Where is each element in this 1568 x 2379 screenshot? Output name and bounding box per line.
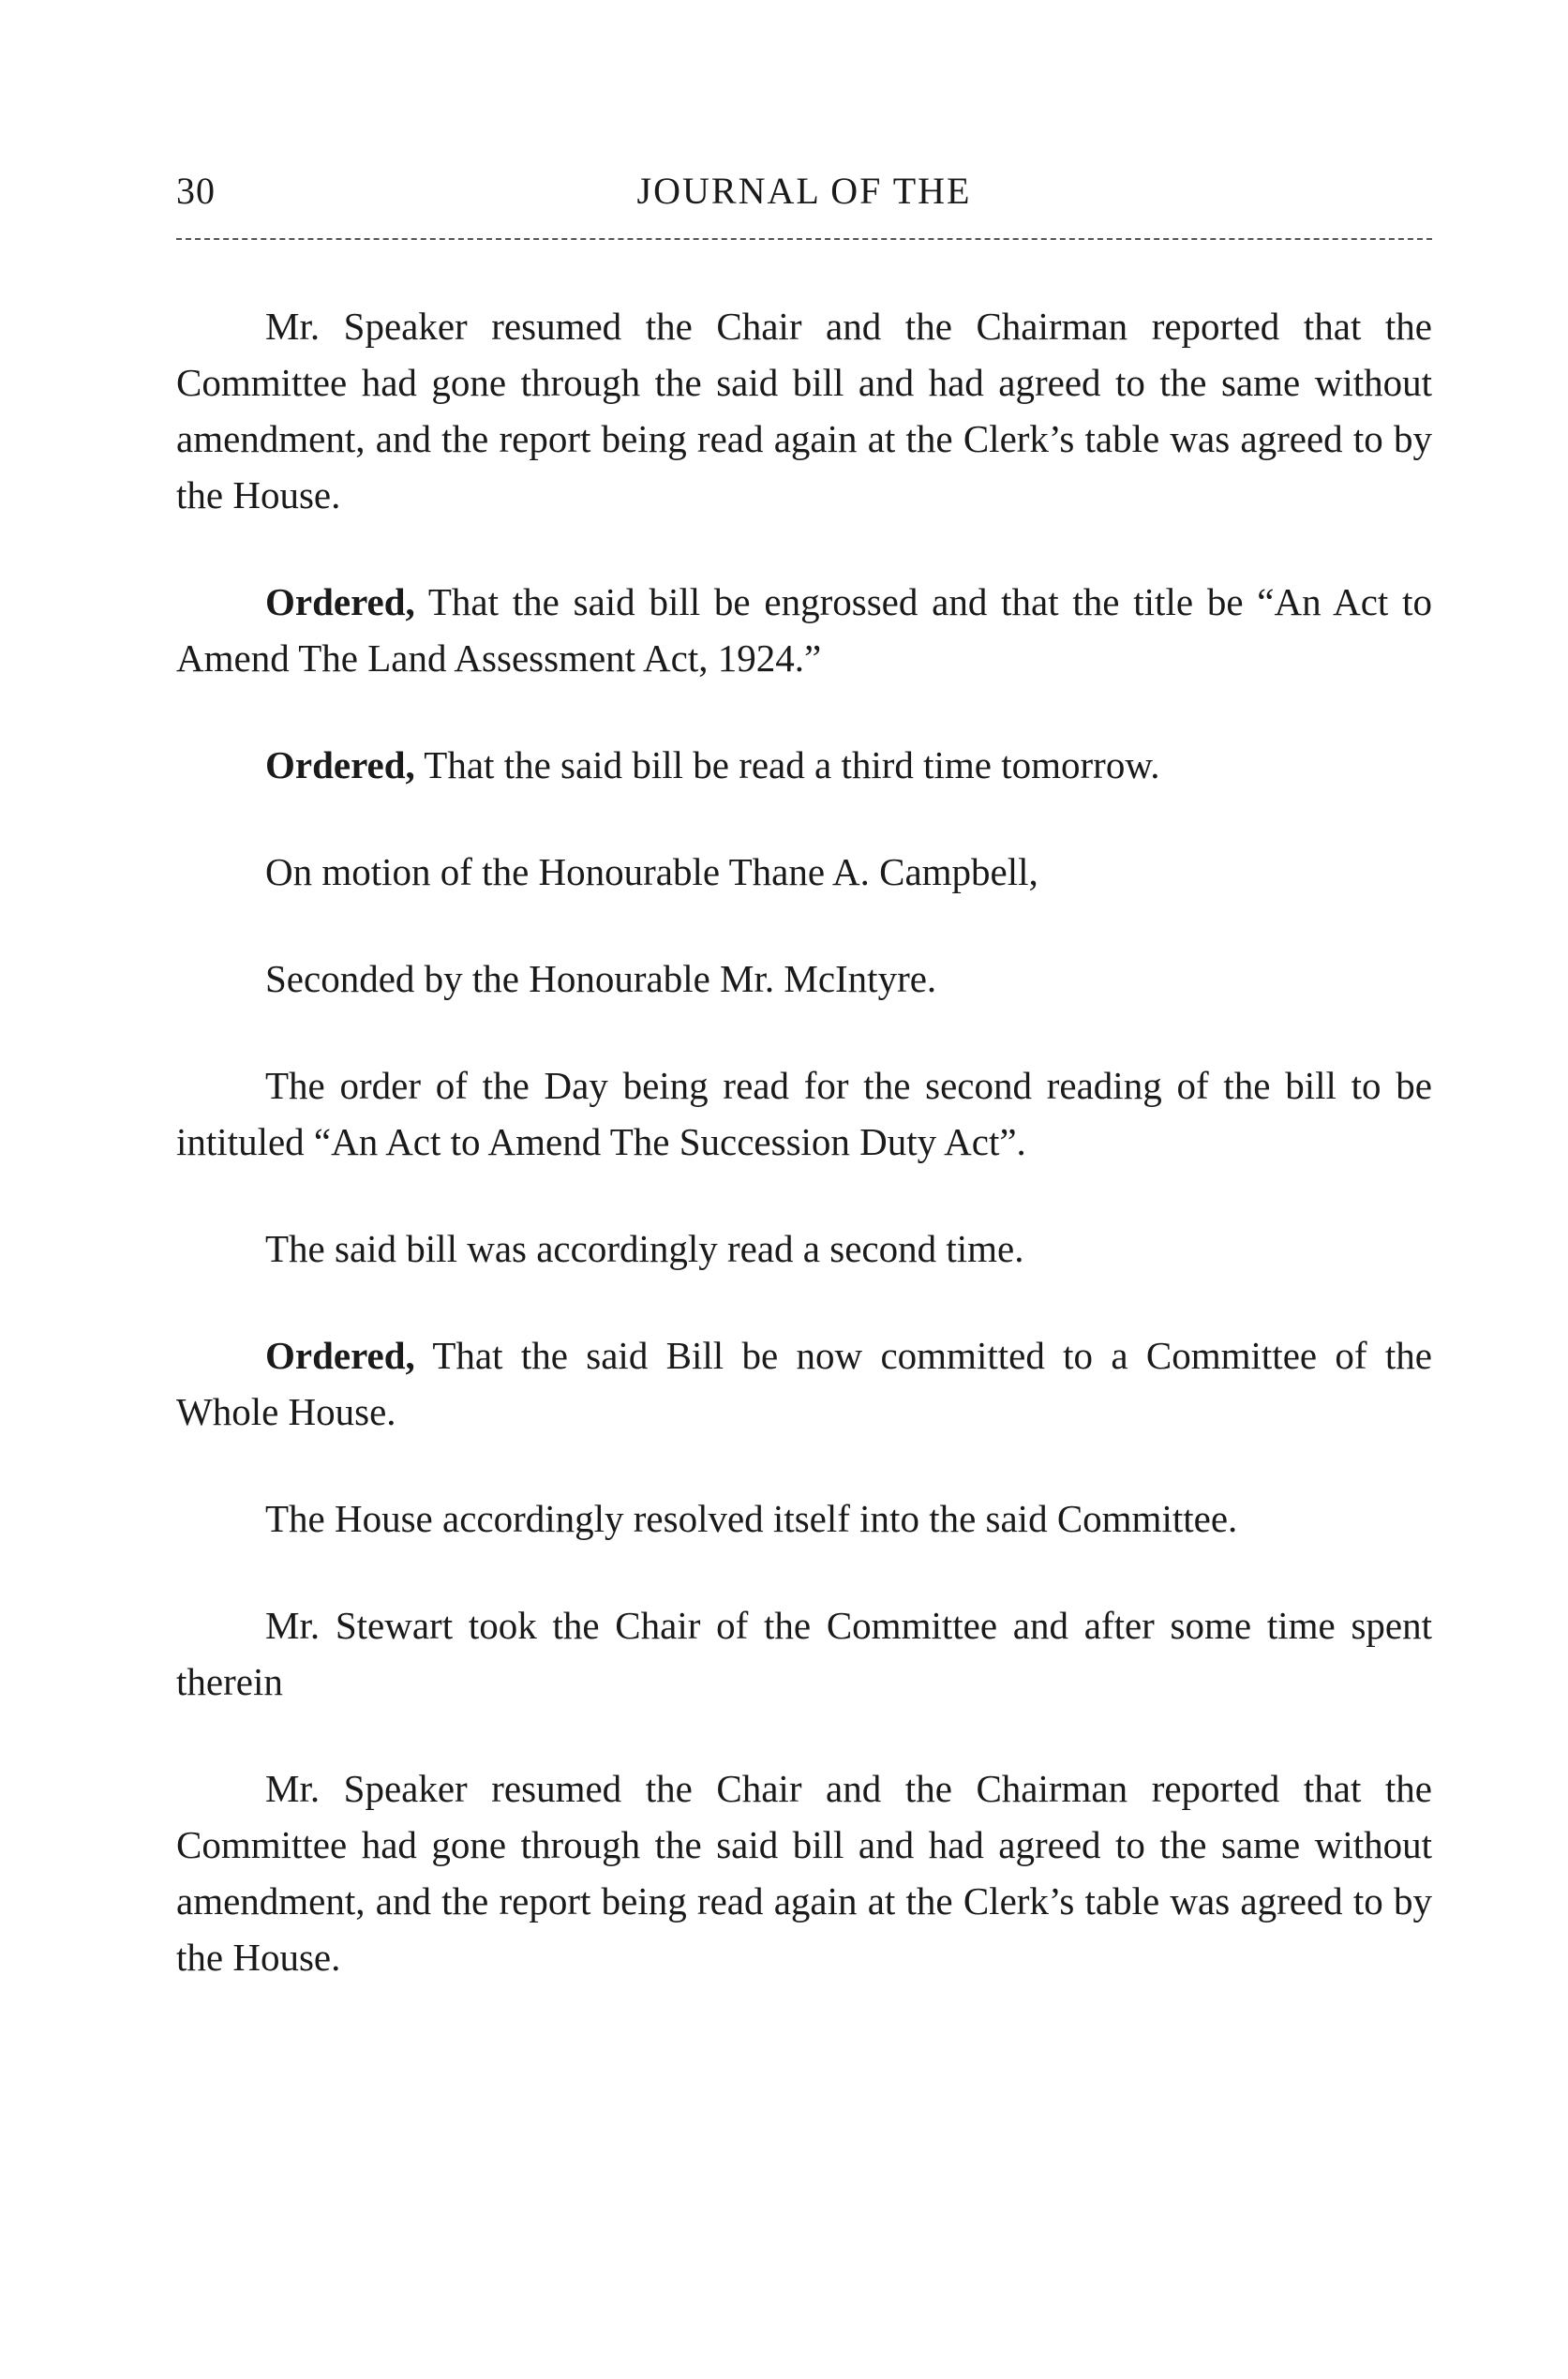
- paragraph-text: The said bill was accordingly read a second time.: [265, 1227, 1024, 1270]
- paragraph: [176, 1760, 1432, 1985]
- page-header: [176, 169, 1432, 225]
- paragraph-lead: Ordered,: [265, 580, 415, 623]
- paragraph-text: Mr. Speaker resumed the Chair and the Chairman reported that the Committee had gone through the said bill and had agreed to the same without amendment, and the report being read again at the Clerk’s table was agreed to by the House.: [176, 305, 1432, 516]
- paragraph-lead: Ordered,: [265, 743, 415, 786]
- paragraph-text: The House accordingly resolved itself into the said Committee.: [265, 1497, 1238, 1540]
- header-rule: [176, 238, 1432, 240]
- paragraph-text: The order of the Day being read for the second reading of the bill to be intituled “An Act to Amend The Succession Duty Act”.: [176, 1064, 1432, 1163]
- paragraph-text: That the said bill be read a third time tomorrow.: [414, 743, 1160, 786]
- paragraph: [176, 950, 1432, 1007]
- paragraph-text: Seconded by the Honourable Mr. McIntyre.: [265, 957, 937, 1000]
- paragraph-text: That the said bill be engrossed and that the title be “An Act to Amend The Land Assessment Act, 1924.”: [176, 580, 1432, 680]
- paragraph-text: Mr. Stewart took the Chair of the Committee and after some time spent therein: [176, 1604, 1432, 1703]
- paragraph: [176, 1220, 1432, 1277]
- paragraph: [176, 574, 1432, 686]
- paragraph: [176, 844, 1432, 900]
- running-head: JOURNAL OF THE: [636, 170, 972, 212]
- journal-body: [176, 298, 1432, 1985]
- page-number: 30: [176, 170, 216, 212]
- paragraph-lead: Ordered,: [265, 1334, 415, 1377]
- paragraph: [176, 1490, 1432, 1547]
- paragraph-text: Mr. Speaker resumed the Chair and the Chairman reported that the Committee had gone through the said bill and had agreed to the same without amendment, and the report being read again at the Clerk’s table was agreed to by the House.: [176, 1767, 1432, 1979]
- paragraph-text: That the said Bill be now committed to a Committee of the Whole House.: [176, 1334, 1432, 1433]
- paragraph: [176, 1057, 1432, 1170]
- paragraph-text: On motion of the Honourable Thane A. Campbell,: [265, 850, 1038, 893]
- paragraph: [176, 1327, 1432, 1440]
- paragraph: [176, 737, 1432, 793]
- paragraph: [176, 1597, 1432, 1710]
- paragraph: [176, 298, 1432, 523]
